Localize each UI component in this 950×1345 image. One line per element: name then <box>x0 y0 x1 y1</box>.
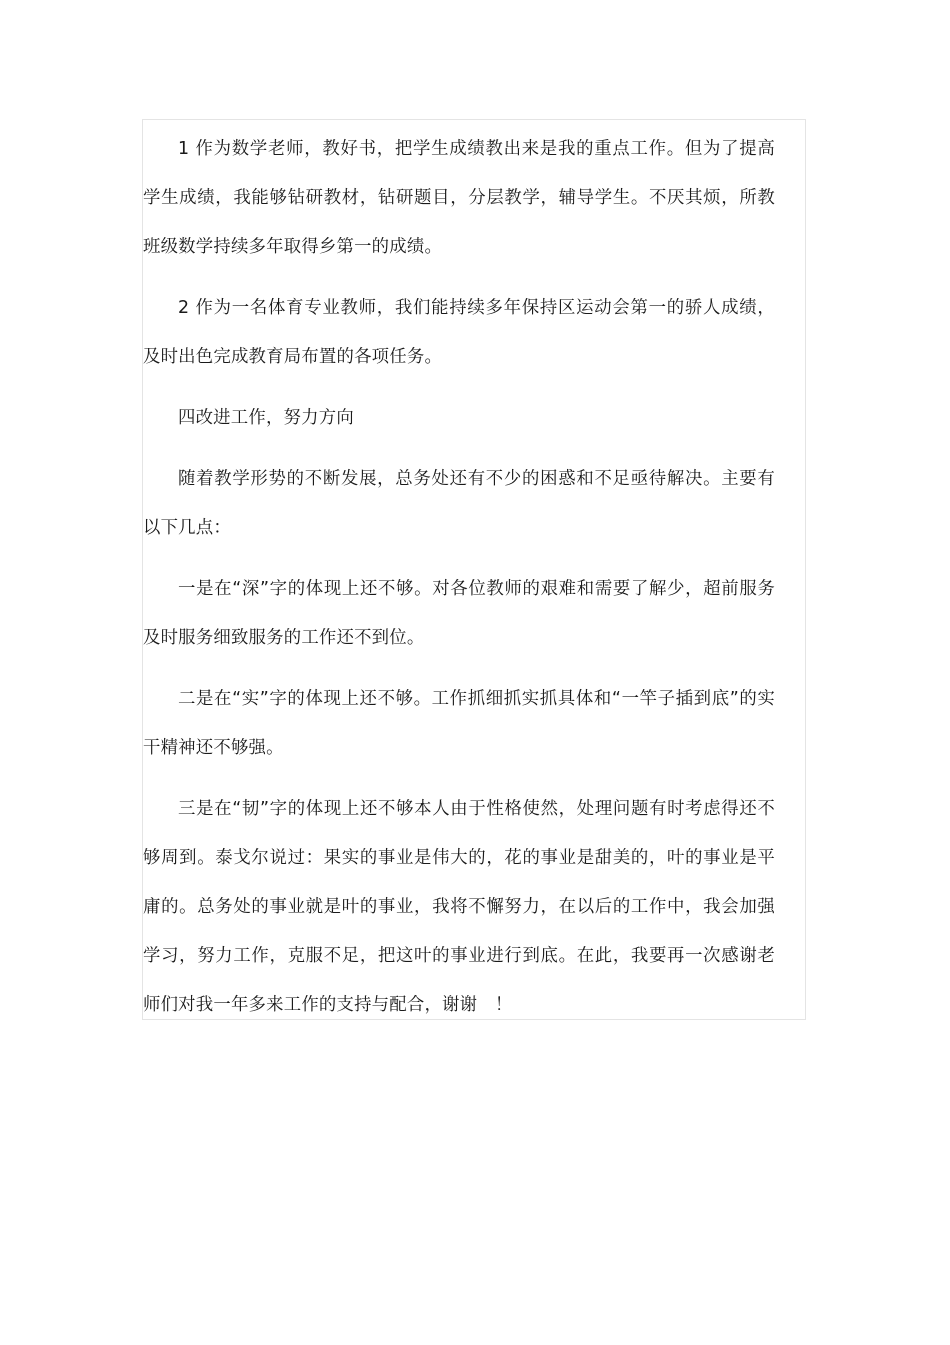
paragraph-point-three: 三是在“韧”字的体现上还不够本人由于性格使然，处理问题有时考虑得还不够周到。泰戈尔说过：果实的事业是伟大的，花的事业是甜美的，叶的事业是平庸的。总务处的事业就是叶的事业，我将不懈努力，在以后的工作中，我会加强学习，努力工作，克服不足，把这叶的事业进行到底。在此，我要再一次感谢老师们对我一年多来工作的支持与配合，谢谢 ！ <box>143 799 775 1015</box>
section-heading-improvement: 四改进工作，努力方向 <box>178 408 354 428</box>
paragraph-point-two: 二是在“实”字的体现上还不够。工作抓细抓实抓具体和“一竿子插到底”的实干精神还不够强。 <box>143 689 775 758</box>
paragraph-pe-teacher: 2 作为一名体育专业教师，我们能持续多年保持区运动会第一的骄人成绩，及时出色完成教育局布置的各项任务。 <box>143 298 775 367</box>
paragraph-point-one: 一是在“深”字的体现上还不够。对各位教师的艰难和需要了解少，超前服务及时服务细致服务的工作还不到位。 <box>143 579 775 648</box>
paragraph-math-teacher: 1 作为数学老师，教好书，把学生成绩教出来是我的重点工作。但为了提高学生成绩，我能够钻研教材，钻研题目，分层教学，辅导学生。不厌其烦，所教班级数学持续多年取得乡第一的成绩。 <box>143 139 775 257</box>
paragraph-intro-shortcomings: 随着教学形势的不断发展，总务处还有不少的困惑和不足亟待解决。主要有以下几点： <box>143 469 775 538</box>
document-body <box>143 125 775 1042</box>
